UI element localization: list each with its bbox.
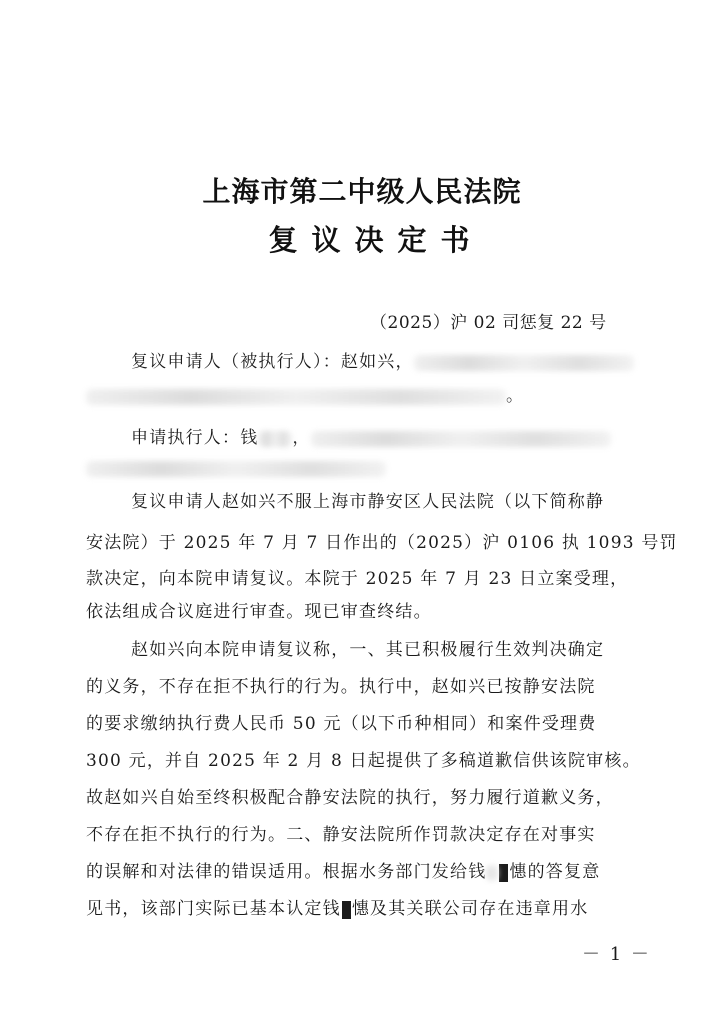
para1-line-3: 款决定，向本院申请复议。本院于 2025 年 7 月 23 日立案受理，: [86, 569, 629, 589]
respondent-line-2: [86, 458, 386, 478]
para2-line-6: 不存在拒不执行的行为。二、静安法院所作罚款决定存在对事实: [86, 825, 596, 845]
respondent-comma: ，: [292, 428, 311, 448]
page-number: － 1 －: [582, 944, 651, 965]
para1-line-1: 复议申请人赵如兴不服上海市静安区人民法院（以下简称静: [131, 492, 605, 512]
document-title: 复议决定书: [268, 223, 484, 257]
redacted-applicant-info: [414, 355, 634, 371]
para2-line-8-text: 见书，该部门实际已基本认定钱: [86, 899, 341, 919]
respondent-label: 申请执行人：: [131, 428, 241, 448]
respondent-name: 钱: [240, 428, 259, 448]
para1-line-2: 安法院）于 2025 年 7 月 7 日作出的（2025）沪 0106 执 1093 号罚: [86, 533, 678, 553]
redaction-mark: [342, 901, 351, 919]
para2-line-1: 赵如兴向本院申请复议称，一、其已积极履行生效判决确定: [131, 640, 605, 660]
redacted-respondent-info: [311, 431, 611, 447]
applicant-line: [131, 352, 634, 372]
applicant-line-2: [86, 386, 524, 406]
redacted-applicant-address: [86, 389, 506, 405]
para2-line-7-text: 的误解和对法律的错误适用。根据水务部门发给钱: [86, 862, 487, 882]
applicant-label: 复议申请人（被执行人）：: [131, 352, 341, 372]
para2-line-3: 的要求缴纳执行费人民币 50 元（以下币种相同）和案件受理费: [86, 714, 597, 734]
redacted-respondent-address: [86, 461, 386, 477]
para2-line-5: 故赵如兴自始至终积极配合静安法院的执行，努力履行道歉义务，: [86, 788, 614, 808]
applicant-name: 赵如兴，: [340, 352, 414, 372]
para2-line-8: [86, 899, 588, 919]
redaction-mark: [499, 864, 508, 882]
redacted-respondent-name: [258, 431, 292, 447]
para2-line-7-tail: 憓的答复意: [509, 862, 601, 882]
para2-line-7: [86, 862, 600, 882]
para1-line-4: 依法组成合议庭进行审查。现已审查终结。: [86, 602, 432, 622]
case-number: （2025）沪 02 司惩复 22 号: [370, 313, 607, 333]
applicant-end: 。: [506, 386, 525, 406]
para2-line-4: 300 元，并自 2025 年 2 月 8 日起提供了多稿道歉信供该院审核。: [86, 751, 641, 771]
respondent-line: [131, 428, 611, 448]
redacted-name-char: [486, 865, 498, 881]
para2-line-2: 的义务，不存在拒不执行的行为。执行中，赵如兴已按静安法院: [86, 677, 596, 697]
court-name: 上海市第二中级人民法院: [202, 175, 522, 208]
para2-line-8-tail: 憓及其关联公司存在违章用水: [351, 899, 589, 919]
